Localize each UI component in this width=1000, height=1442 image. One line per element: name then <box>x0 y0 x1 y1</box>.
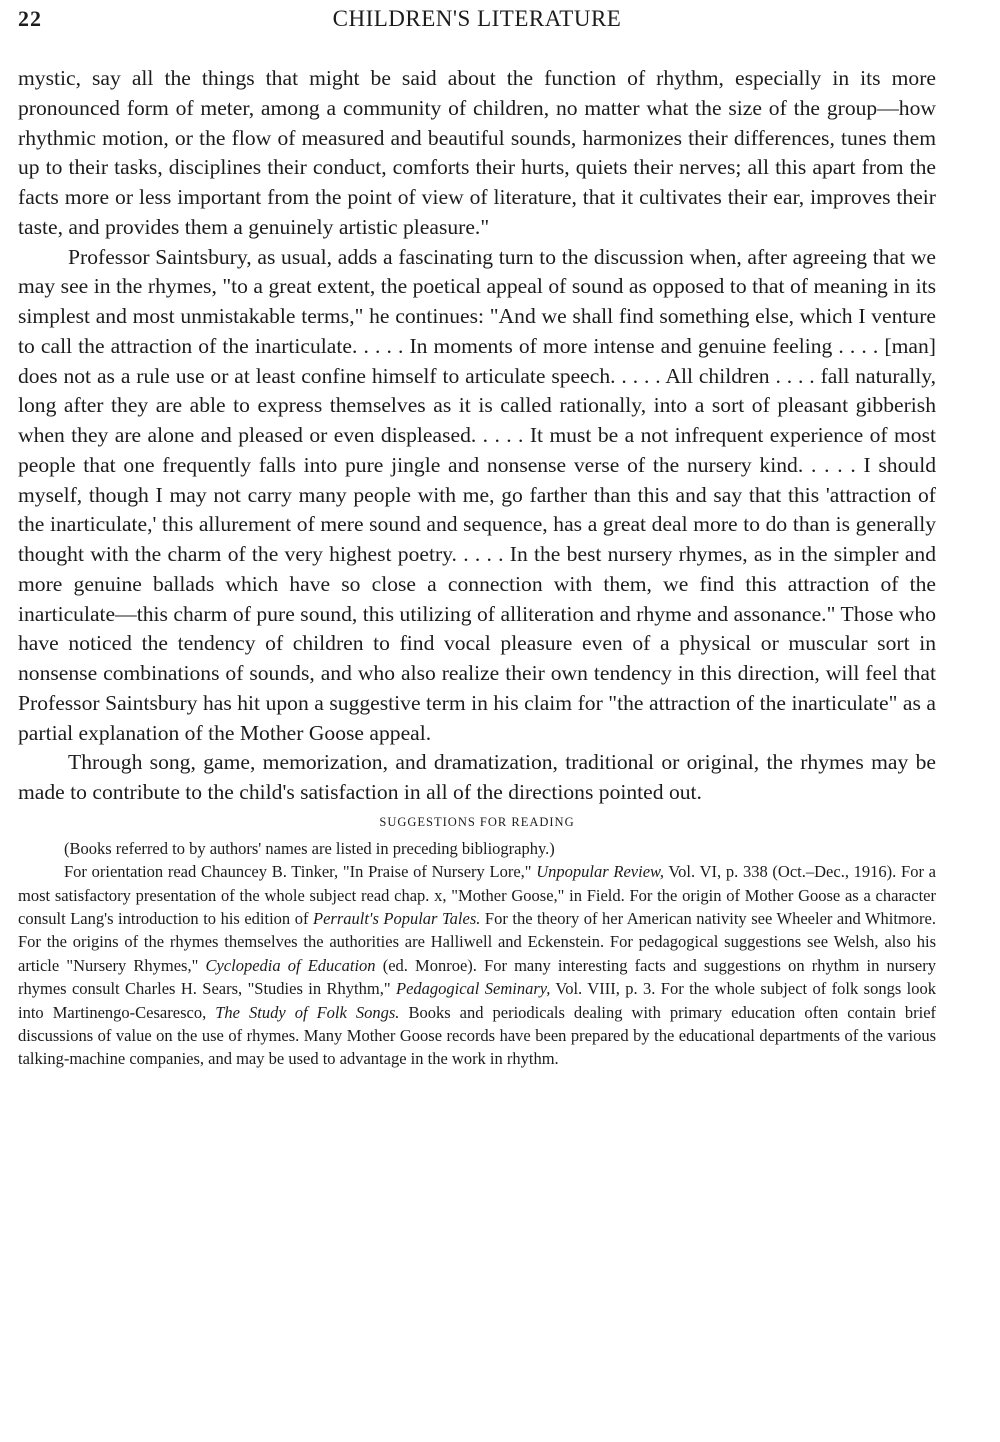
running-title: CHILDREN'S LITERATURE <box>332 6 622 31</box>
reading-text: For the theory of her American nativity see Wheeler and Whitmore. For the origins of the rhymes themselves the authorities are Halliwell and Eckenstein. For pedagogical suggestions see Welsh, also his article "Nursery Rhymes," <box>18 908 936 975</box>
book-title: Pedagogical Seminary, <box>395 979 551 999</box>
bibliography-note: (Books referred to by authors' names are listed in preceding bibliography.) <box>64 838 555 858</box>
page-header <box>18 0 936 40</box>
section-heading: SUGGESTIONS FOR READING <box>379 814 575 829</box>
suggestions-for-reading <box>18 837 936 1071</box>
reading-text: Vol. VIII, p. 3. For the whole subject of folk songs look into Martinengo-Cesaresco, <box>18 979 936 1022</box>
paragraph-3: Through song, game, memorization, and dramatization, traditional or original, the rhymes may be made to contribute to the child's satisfaction in all of the directions pointed out. <box>18 750 936 804</box>
paragraph-1: mystic, say all the things that might be said about the function of rhythm, especially in its more pronounced form of meter, among a community of children, no matter what the size of the group—how rhythmic motion, or the flow of measured and beautiful sounds, harmonizes their differences, tunes them up to their tasks, disciplines their conduct, comforts their hurts, quiets their nerves; all this apart from the facts more or less important from the point of view of literature, that it cultivates their ear, improves their taste, and provides them a genuinely artistic pleasure." <box>18 66 936 239</box>
book-title: Cyclopedia of Education <box>205 955 376 975</box>
paragraph-2: Professor Saintsbury, as usual, adds a fascinating turn to the discussion when, after agreeing that we may see in the rhymes, "to a great extent, the poetical appeal of sound as opposed to that of meaning in its simplest and most unmistakable terms," he continues: "And we shall find something else, which I venture to call the attraction of the inarticulate. . . . . In moments of more intense and genuine feeling . . . . [man] does not as a rule use or at least confine himself to articulate speech. . . . . All children . . . . fall naturally, long after they are able to express themselves as it is called rationally, into a sort of pleasant gibberish when they are alone and pleased or even displeased. . . . . It must be a not infrequent experience of most people that one frequently falls into pure jingle and nonsense verse of the nursery kind. . . . . I should myself, though I may not carry many people with me, go farther than this and say that this 'attraction of the inarticulate,' this allurement of mere sound and sequence, has a great deal more to do than is generally thought with the charm of the very highest poetry. . . . . In the best nursery rhymes, as in the simpler and more genuine ballads which have so close a connection with them, we find this attraction of the inarticulate—this charm of pure sound, this utilizing of alliteration and rhyme and assonance." Those who have noticed the tendency of children to find vocal pleasure even of a physical or muscular sort in nonsense combinations of sounds, and who also realize their own tendency in this direction, will feel that Professor Saintsbury has hit upon a suggestive term in his claim for "the attraction of the inarticulate" as a partial explanation of the Mother Goose appeal. <box>18 244 936 745</box>
page-number: 22 <box>18 6 42 31</box>
reading-text: (ed. Monroe). For many interesting facts and suggestions on rhythm in nursery rhymes consult Charles H. Sears, "Studies in Rhythm," <box>18 955 936 999</box>
reading-text: For orientation read Chauncey B. Tinker, "In Praise of Nursery Lore," <box>64 862 537 882</box>
book-page <box>18 0 936 1071</box>
reading-text: Vol. VI, p. 338 (Oct.–Dec., 1916). For a most satisfactory presentation of the whole subject read chap. x, "Mother Goose," in Field. For the origin of Mother Goose as a character consult Lang's introduction to his edition of <box>18 862 937 928</box>
book-title: Perrault's Popular Tales. <box>313 908 481 928</box>
book-title: The Study of Folk Songs. <box>215 1002 400 1022</box>
reading-text: Books and periodicals dealing with primary education often contain brief discussions of value on the use of rhymes. Many Mother Goose records have been prepared by the educational departments of the various talking-machine companies, and may be used to advantage in the work in rhythm. <box>18 1002 937 1069</box>
book-title: Unpopular Review, <box>536 862 664 882</box>
reading-paragraph <box>18 860 936 1071</box>
body-text <box>18 64 936 808</box>
